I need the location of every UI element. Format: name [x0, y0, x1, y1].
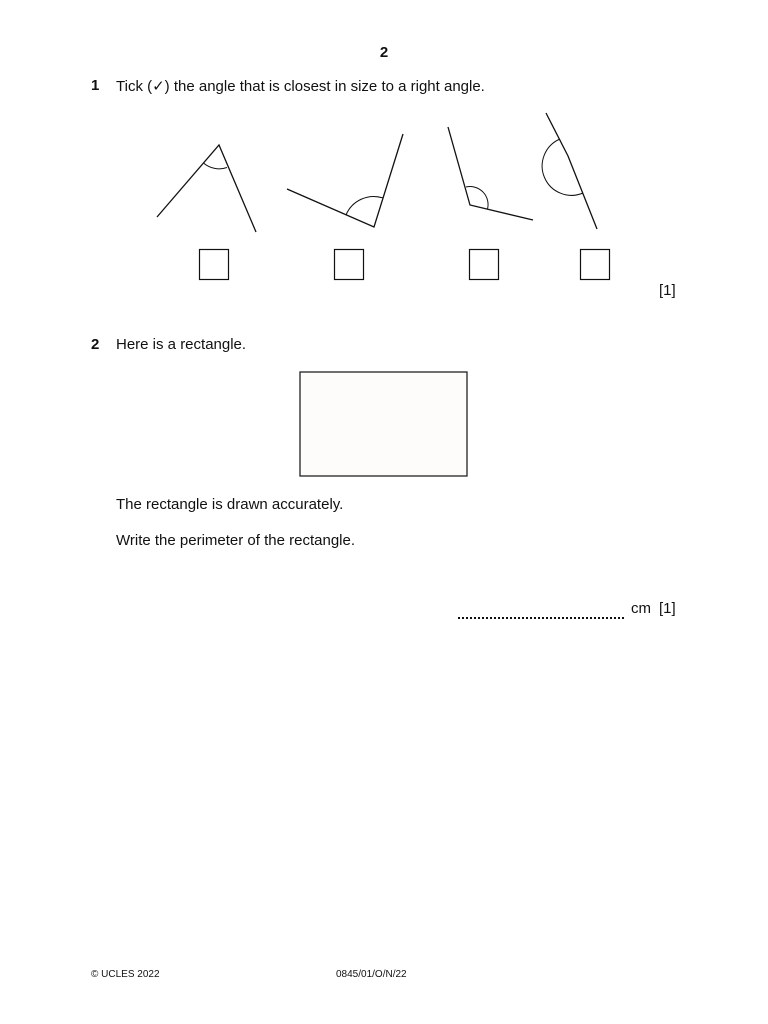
rectangle-figure	[299, 371, 469, 477]
answer-units: cm	[631, 600, 651, 617]
footer-paper-code: 0845/01/O/N/22	[336, 969, 407, 980]
angle-diagrams	[0, 0, 768, 330]
angle-b	[287, 134, 403, 227]
question-2-intro: Here is a rectangle.	[116, 336, 247, 353]
angle-d	[542, 113, 597, 229]
question-1-number: 1	[91, 77, 100, 94]
page-number: 2	[379, 44, 389, 61]
question-2-statement: The rectangle is drawn accurately.	[116, 496, 344, 513]
tick-box-d[interactable]	[581, 250, 610, 280]
perimeter-answer-line[interactable]	[458, 617, 624, 619]
question-2-marks: [1]	[659, 600, 676, 617]
angle-a	[157, 145, 256, 232]
tick-box-c[interactable]	[470, 250, 499, 280]
question-2-number: 2	[91, 336, 100, 353]
tick-box-b[interactable]	[335, 250, 364, 280]
angle-c	[448, 127, 533, 220]
footer-copyright: © UCLES 2022	[91, 969, 160, 980]
question-1-text: Tick (✓) the angle that is closest in size to a right angle.	[116, 78, 485, 95]
question-2-instruction: Write the perimeter of the rectangle.	[116, 532, 356, 549]
tick-box-a[interactable]	[200, 250, 229, 280]
question-1-marks: [1]	[659, 282, 676, 299]
